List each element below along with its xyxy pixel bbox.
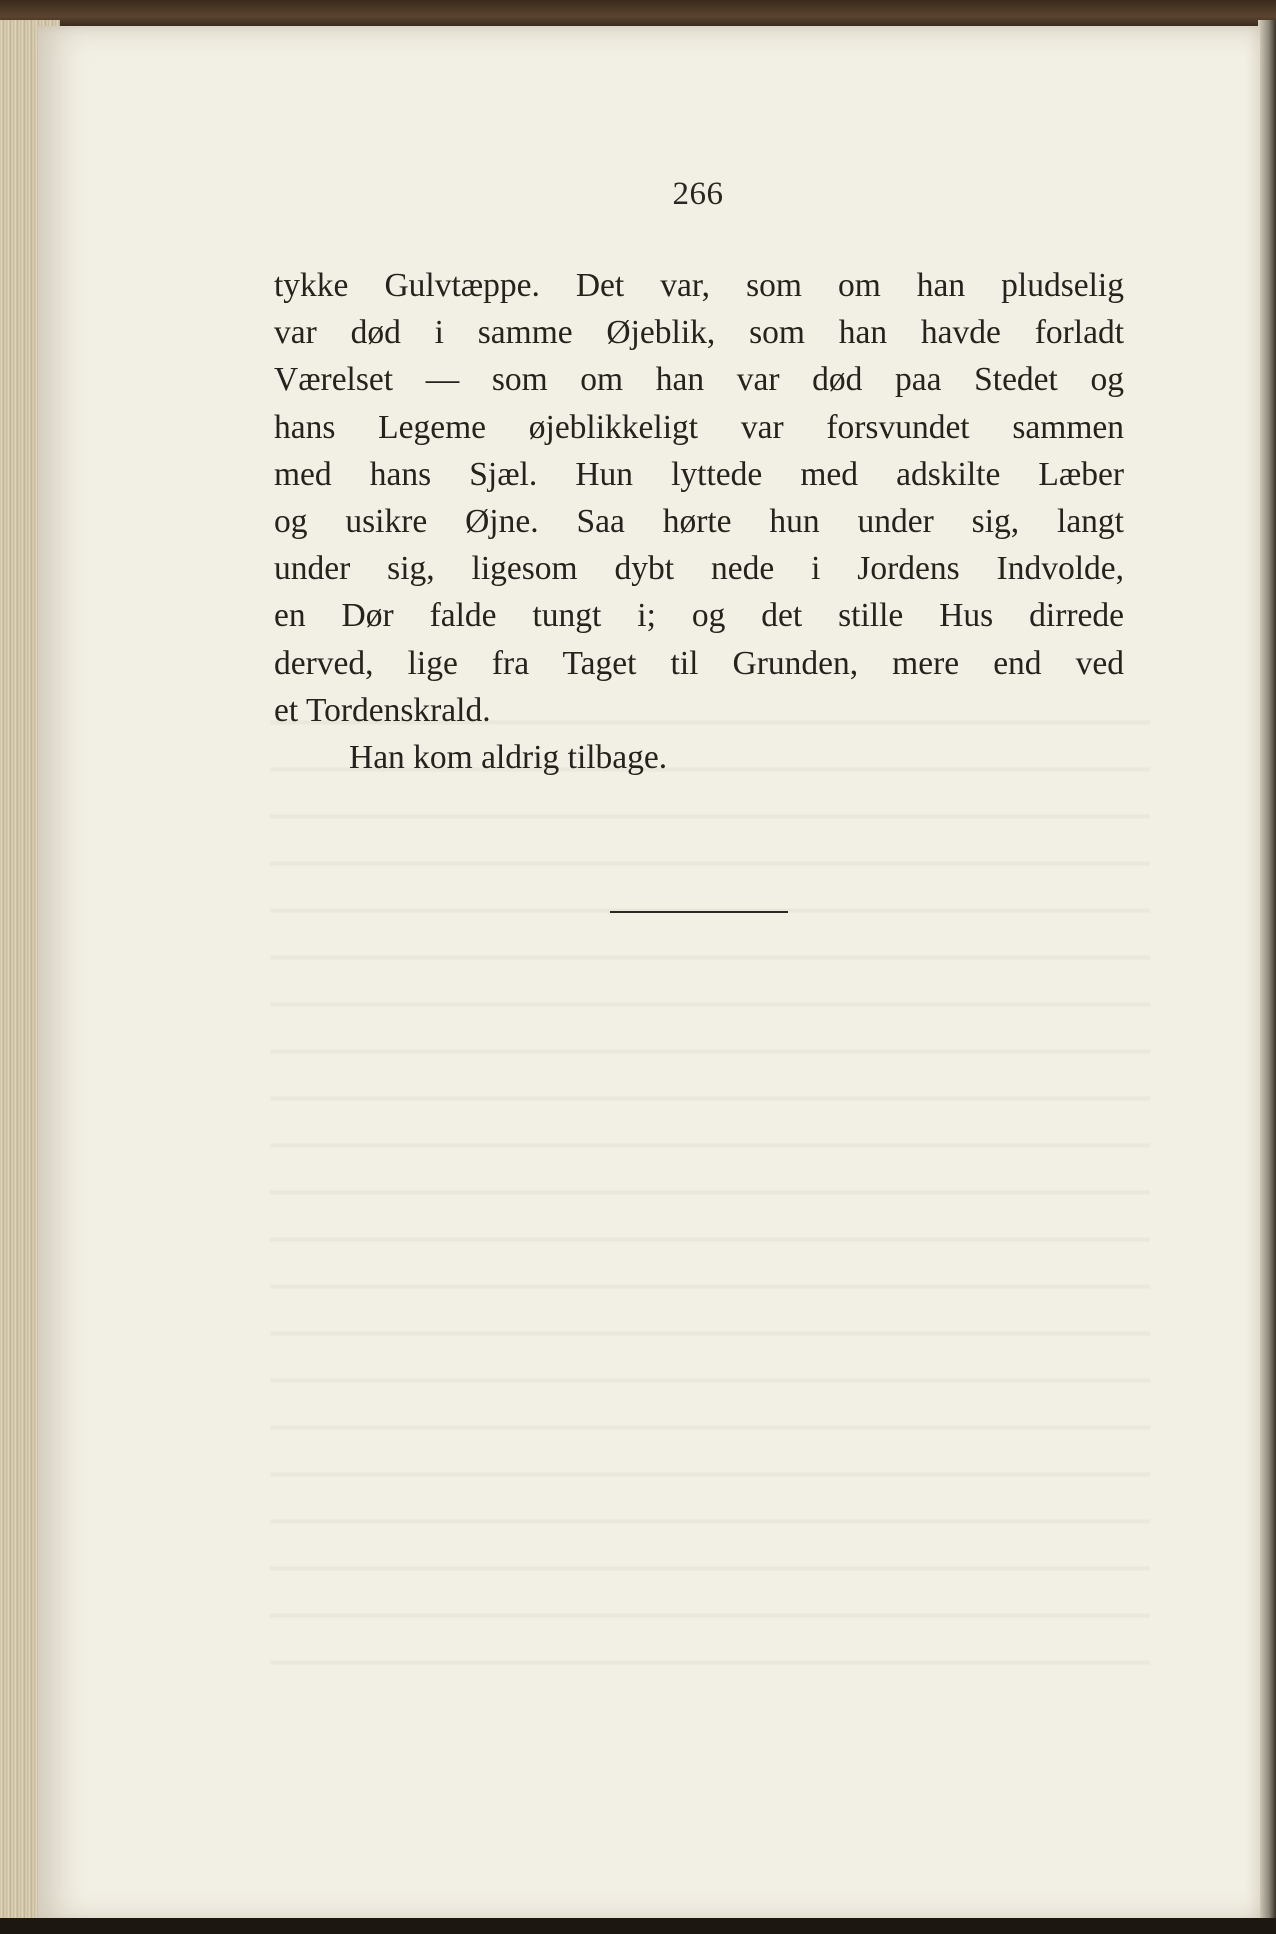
book-right-edge xyxy=(1258,20,1276,1920)
body-text xyxy=(274,262,1124,781)
text-line: og usikre Øjne. Saa hørte hun under sig, langt xyxy=(274,503,1124,541)
show-through-texture xyxy=(270,690,1150,1690)
text-line: var død i samme Øjeblik, som han havde forladt xyxy=(274,314,1124,352)
book-bottom-edge xyxy=(0,1918,1276,1934)
text-line: Værelset — som om han var død paa Stedet og xyxy=(274,361,1124,399)
text-line: med hans Sjæl. Hun lyttede med adskilte Læber xyxy=(274,455,1124,493)
text-line: en Dør falde tungt i; og det stille Hus dirrede xyxy=(274,597,1124,635)
closing-line: Han kom aldrig tilbage. xyxy=(349,739,668,777)
text-line: derved, lige fra Taget til Grunden, mere end ved xyxy=(274,644,1124,682)
text-line: et Tordenskrald. xyxy=(274,691,491,729)
section-end-rule xyxy=(610,911,788,913)
text-line: tykke Gulvtæppe. Det var, som om han pludselig xyxy=(274,267,1124,304)
text-line: under sig, ligesom dybt nede i Jordens Indvolde, xyxy=(274,550,1124,588)
page-number: 266 xyxy=(672,176,724,212)
text-line: hans Legeme øjeblikkeligt var forsvundet sammen xyxy=(274,408,1124,446)
